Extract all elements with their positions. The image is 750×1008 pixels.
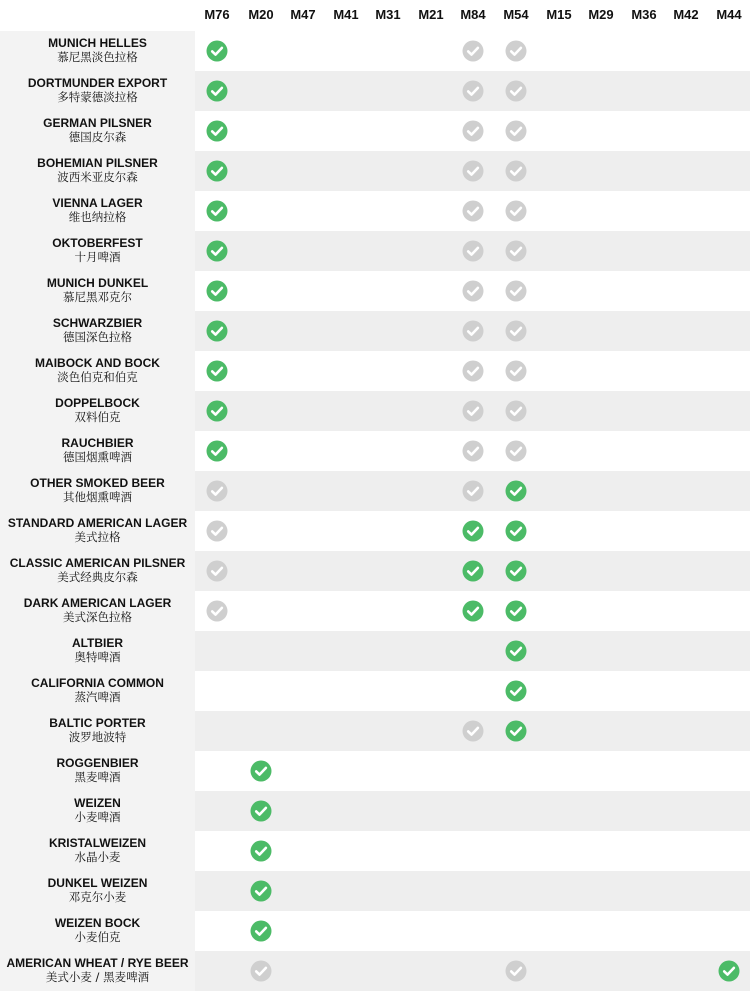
style-name-zh: 美式拉格 bbox=[74, 530, 121, 544]
column-header-m29: M29 bbox=[588, 7, 614, 22]
row-cells bbox=[195, 31, 750, 71]
table-row bbox=[0, 431, 750, 471]
row-label bbox=[0, 111, 195, 151]
style-name-zh: 德国深色拉格 bbox=[63, 330, 132, 344]
table-row bbox=[0, 831, 750, 871]
style-name-en: DARK AMERICAN LAGER bbox=[23, 596, 172, 610]
check-green-icon bbox=[718, 960, 740, 982]
table-row bbox=[0, 751, 750, 791]
style-name-zh: 德国烟熏啤酒 bbox=[63, 450, 132, 464]
row-label bbox=[0, 911, 195, 951]
row-cells bbox=[195, 591, 750, 631]
column-header-m20: M20 bbox=[248, 7, 274, 22]
row-label bbox=[0, 471, 195, 511]
check-green-icon bbox=[462, 560, 484, 582]
row-label bbox=[0, 351, 195, 391]
table-row bbox=[0, 791, 750, 831]
row-label bbox=[0, 151, 195, 191]
row-cells bbox=[195, 951, 750, 991]
row-label bbox=[0, 71, 195, 111]
check-green-icon bbox=[462, 600, 484, 622]
check-green-icon bbox=[250, 880, 272, 902]
check-gray-icon bbox=[462, 200, 484, 222]
style-name-zh: 多特蒙德淡拉格 bbox=[57, 90, 138, 104]
row-label bbox=[0, 871, 195, 911]
row-cells bbox=[195, 71, 750, 111]
check-gray-icon bbox=[462, 480, 484, 502]
style-name-zh: 维也纳拉格 bbox=[68, 210, 127, 224]
row-cells bbox=[195, 471, 750, 511]
style-name-zh: 德国皮尔森 bbox=[68, 130, 127, 144]
row-cells bbox=[195, 671, 750, 711]
table-row bbox=[0, 591, 750, 631]
row-cells bbox=[195, 711, 750, 751]
check-green-icon bbox=[505, 680, 527, 702]
check-green-icon bbox=[206, 400, 228, 422]
check-green-icon bbox=[505, 720, 527, 742]
style-name-en: MAIBOCK AND BOCK bbox=[35, 356, 160, 370]
style-name-zh: 波西米亚皮尔森 bbox=[57, 170, 138, 184]
check-green-icon bbox=[206, 360, 228, 382]
check-gray-icon bbox=[462, 40, 484, 62]
style-name-zh: 美式经典皮尔森 bbox=[57, 570, 138, 584]
column-header-m36: M36 bbox=[631, 7, 657, 22]
check-gray-icon bbox=[505, 240, 527, 262]
check-gray-icon bbox=[462, 120, 484, 142]
table-row bbox=[0, 911, 750, 951]
check-gray-icon bbox=[462, 160, 484, 182]
check-gray-icon bbox=[462, 80, 484, 102]
row-cells bbox=[195, 231, 750, 271]
check-green-icon bbox=[206, 120, 228, 142]
table-row bbox=[0, 511, 750, 551]
check-gray-icon bbox=[462, 320, 484, 342]
column-header-m21: M21 bbox=[418, 7, 444, 22]
check-gray-icon bbox=[505, 120, 527, 142]
row-cells bbox=[195, 791, 750, 831]
style-name-zh: 慕尼黑邓克尔 bbox=[63, 290, 132, 304]
check-green-icon bbox=[206, 160, 228, 182]
style-name-en: DUNKEL WEIZEN bbox=[47, 876, 148, 890]
check-gray-icon bbox=[505, 40, 527, 62]
table-row bbox=[0, 351, 750, 391]
check-green-icon bbox=[206, 440, 228, 462]
row-label bbox=[0, 391, 195, 431]
column-header-m47: M47 bbox=[290, 7, 316, 22]
table-row bbox=[0, 271, 750, 311]
check-gray-icon bbox=[505, 200, 527, 222]
row-cells bbox=[195, 431, 750, 471]
row-label bbox=[0, 191, 195, 231]
check-green-icon bbox=[505, 640, 527, 662]
style-name-zh: 小麦啤酒 bbox=[74, 810, 121, 824]
table-row bbox=[0, 391, 750, 431]
check-green-icon bbox=[505, 480, 527, 502]
style-name-en: STANDARD AMERICAN LAGER bbox=[7, 516, 188, 530]
table-row bbox=[0, 671, 750, 711]
check-green-icon bbox=[250, 840, 272, 862]
check-gray-icon bbox=[462, 400, 484, 422]
style-name-zh: 双料伯克 bbox=[74, 410, 121, 424]
check-gray-icon bbox=[206, 520, 228, 542]
style-name-zh: 十月啤酒 bbox=[74, 250, 121, 264]
row-cells bbox=[195, 751, 750, 791]
column-header-m41: M41 bbox=[333, 7, 359, 22]
row-cells bbox=[195, 631, 750, 671]
style-name-en: BALTIC PORTER bbox=[49, 716, 146, 730]
check-gray-icon bbox=[250, 960, 272, 982]
table-row bbox=[0, 951, 750, 991]
check-gray-icon bbox=[505, 80, 527, 102]
table-row bbox=[0, 111, 750, 151]
style-name-zh: 水晶小麦 bbox=[74, 850, 121, 864]
style-name-en: CLASSIC AMERICAN PILSNER bbox=[9, 556, 186, 570]
style-name-zh: 奥特啤酒 bbox=[74, 650, 121, 664]
row-cells bbox=[195, 351, 750, 391]
check-gray-icon bbox=[505, 160, 527, 182]
style-name-en: WEIZEN BOCK bbox=[54, 916, 141, 930]
style-name-en: KRISTALWEIZEN bbox=[48, 836, 147, 850]
row-label bbox=[0, 551, 195, 591]
check-green-icon bbox=[250, 760, 272, 782]
table-row bbox=[0, 711, 750, 751]
style-name-en: DOPPELBOCK bbox=[55, 396, 140, 410]
style-name-en: DORTMUNDER EXPORT bbox=[27, 76, 168, 90]
row-label bbox=[0, 231, 195, 271]
check-green-icon bbox=[505, 600, 527, 622]
row-label bbox=[0, 271, 195, 311]
style-name-zh: 美式小麦 / 黑麦啤酒 bbox=[45, 970, 150, 984]
table-row bbox=[0, 311, 750, 351]
row-cells bbox=[195, 111, 750, 151]
table-row bbox=[0, 71, 750, 111]
row-cells bbox=[195, 511, 750, 551]
check-green-icon bbox=[250, 920, 272, 942]
check-gray-icon bbox=[206, 600, 228, 622]
row-cells bbox=[195, 151, 750, 191]
row-cells bbox=[195, 191, 750, 231]
table-row bbox=[0, 231, 750, 271]
style-name-zh: 波罗地波特 bbox=[68, 730, 127, 744]
table-row bbox=[0, 151, 750, 191]
style-name-zh: 其他烟熏啤酒 bbox=[63, 490, 132, 504]
check-gray-icon bbox=[462, 360, 484, 382]
check-gray-icon bbox=[462, 440, 484, 462]
style-name-en: OTHER SMOKED BEER bbox=[30, 476, 165, 490]
column-header-m44: M44 bbox=[716, 7, 742, 22]
style-name-en: ROGGENBIER bbox=[56, 756, 139, 770]
column-header-m42: M42 bbox=[673, 7, 699, 22]
style-name-en: AMERICAN WHEAT / RYE BEER bbox=[6, 956, 189, 970]
column-header-m15: M15 bbox=[546, 7, 572, 22]
check-gray-icon bbox=[462, 240, 484, 262]
row-label bbox=[0, 671, 195, 711]
style-name-zh: 黑麦啤酒 bbox=[74, 770, 121, 784]
check-green-icon bbox=[206, 240, 228, 262]
style-name-en: SCHWARZBIER bbox=[52, 316, 143, 330]
row-label bbox=[0, 511, 195, 551]
check-green-icon bbox=[505, 560, 527, 582]
row-label bbox=[0, 631, 195, 671]
style-name-zh: 美式深色拉格 bbox=[63, 610, 132, 624]
table-row bbox=[0, 471, 750, 511]
row-cells bbox=[195, 831, 750, 871]
style-name-en: VIENNA LAGER bbox=[52, 196, 143, 210]
table-row bbox=[0, 191, 750, 231]
row-cells bbox=[195, 911, 750, 951]
check-green-icon bbox=[462, 520, 484, 542]
style-name-en: CALIFORNIA COMMON bbox=[31, 676, 164, 690]
check-green-icon bbox=[206, 320, 228, 342]
table-row bbox=[0, 551, 750, 591]
check-gray-icon bbox=[505, 400, 527, 422]
row-label bbox=[0, 751, 195, 791]
check-green-icon bbox=[206, 80, 228, 102]
row-label bbox=[0, 591, 195, 631]
column-header-m31: M31 bbox=[375, 7, 401, 22]
row-label bbox=[0, 31, 195, 71]
style-name-zh: 邓克尔小麦 bbox=[68, 890, 127, 904]
style-name-en: MUNICH DUNKEL bbox=[46, 276, 149, 290]
check-gray-icon bbox=[505, 440, 527, 462]
check-gray-icon bbox=[206, 560, 228, 582]
row-label bbox=[0, 431, 195, 471]
style-name-en: GERMAN PILSNER bbox=[43, 116, 152, 130]
table-row bbox=[0, 631, 750, 671]
row-cells bbox=[195, 551, 750, 591]
check-gray-icon bbox=[505, 360, 527, 382]
style-name-en: OKTOBERFEST bbox=[52, 236, 143, 250]
style-name-zh: 小麦伯克 bbox=[74, 930, 121, 944]
style-name-en: WEIZEN bbox=[74, 796, 121, 810]
check-green-icon bbox=[206, 200, 228, 222]
style-name-zh: 淡色伯克和伯克 bbox=[57, 370, 138, 384]
check-green-icon bbox=[250, 800, 272, 822]
row-label bbox=[0, 951, 195, 991]
row-cells bbox=[195, 871, 750, 911]
check-gray-icon bbox=[505, 320, 527, 342]
row-label bbox=[0, 711, 195, 751]
style-name-en: ALTBIER bbox=[71, 636, 124, 650]
style-name-zh: 蒸汽啤酒 bbox=[74, 690, 121, 704]
check-green-icon bbox=[206, 40, 228, 62]
check-gray-icon bbox=[505, 280, 527, 302]
check-gray-icon bbox=[462, 720, 484, 742]
row-cells bbox=[195, 391, 750, 431]
check-green-icon bbox=[505, 520, 527, 542]
row-cells bbox=[195, 311, 750, 351]
style-name-en: MUNICH HELLES bbox=[48, 36, 147, 50]
row-label bbox=[0, 311, 195, 351]
column-header-m84: M84 bbox=[460, 7, 486, 22]
check-green-icon bbox=[206, 280, 228, 302]
table-row bbox=[0, 31, 750, 71]
style-name-en: BOHEMIAN PILSNER bbox=[37, 156, 158, 170]
check-gray-icon bbox=[462, 280, 484, 302]
table-row bbox=[0, 871, 750, 911]
row-label bbox=[0, 791, 195, 831]
column-header-row bbox=[0, 0, 750, 32]
row-cells bbox=[195, 271, 750, 311]
style-name-en: RAUCHBIER bbox=[61, 436, 134, 450]
check-gray-icon bbox=[206, 480, 228, 502]
row-label bbox=[0, 831, 195, 871]
column-header-m76: M76 bbox=[204, 7, 230, 22]
style-name-zh: 慕尼黑淡色拉格 bbox=[57, 50, 138, 64]
check-gray-icon bbox=[505, 960, 527, 982]
column-header-m54: M54 bbox=[503, 7, 529, 22]
